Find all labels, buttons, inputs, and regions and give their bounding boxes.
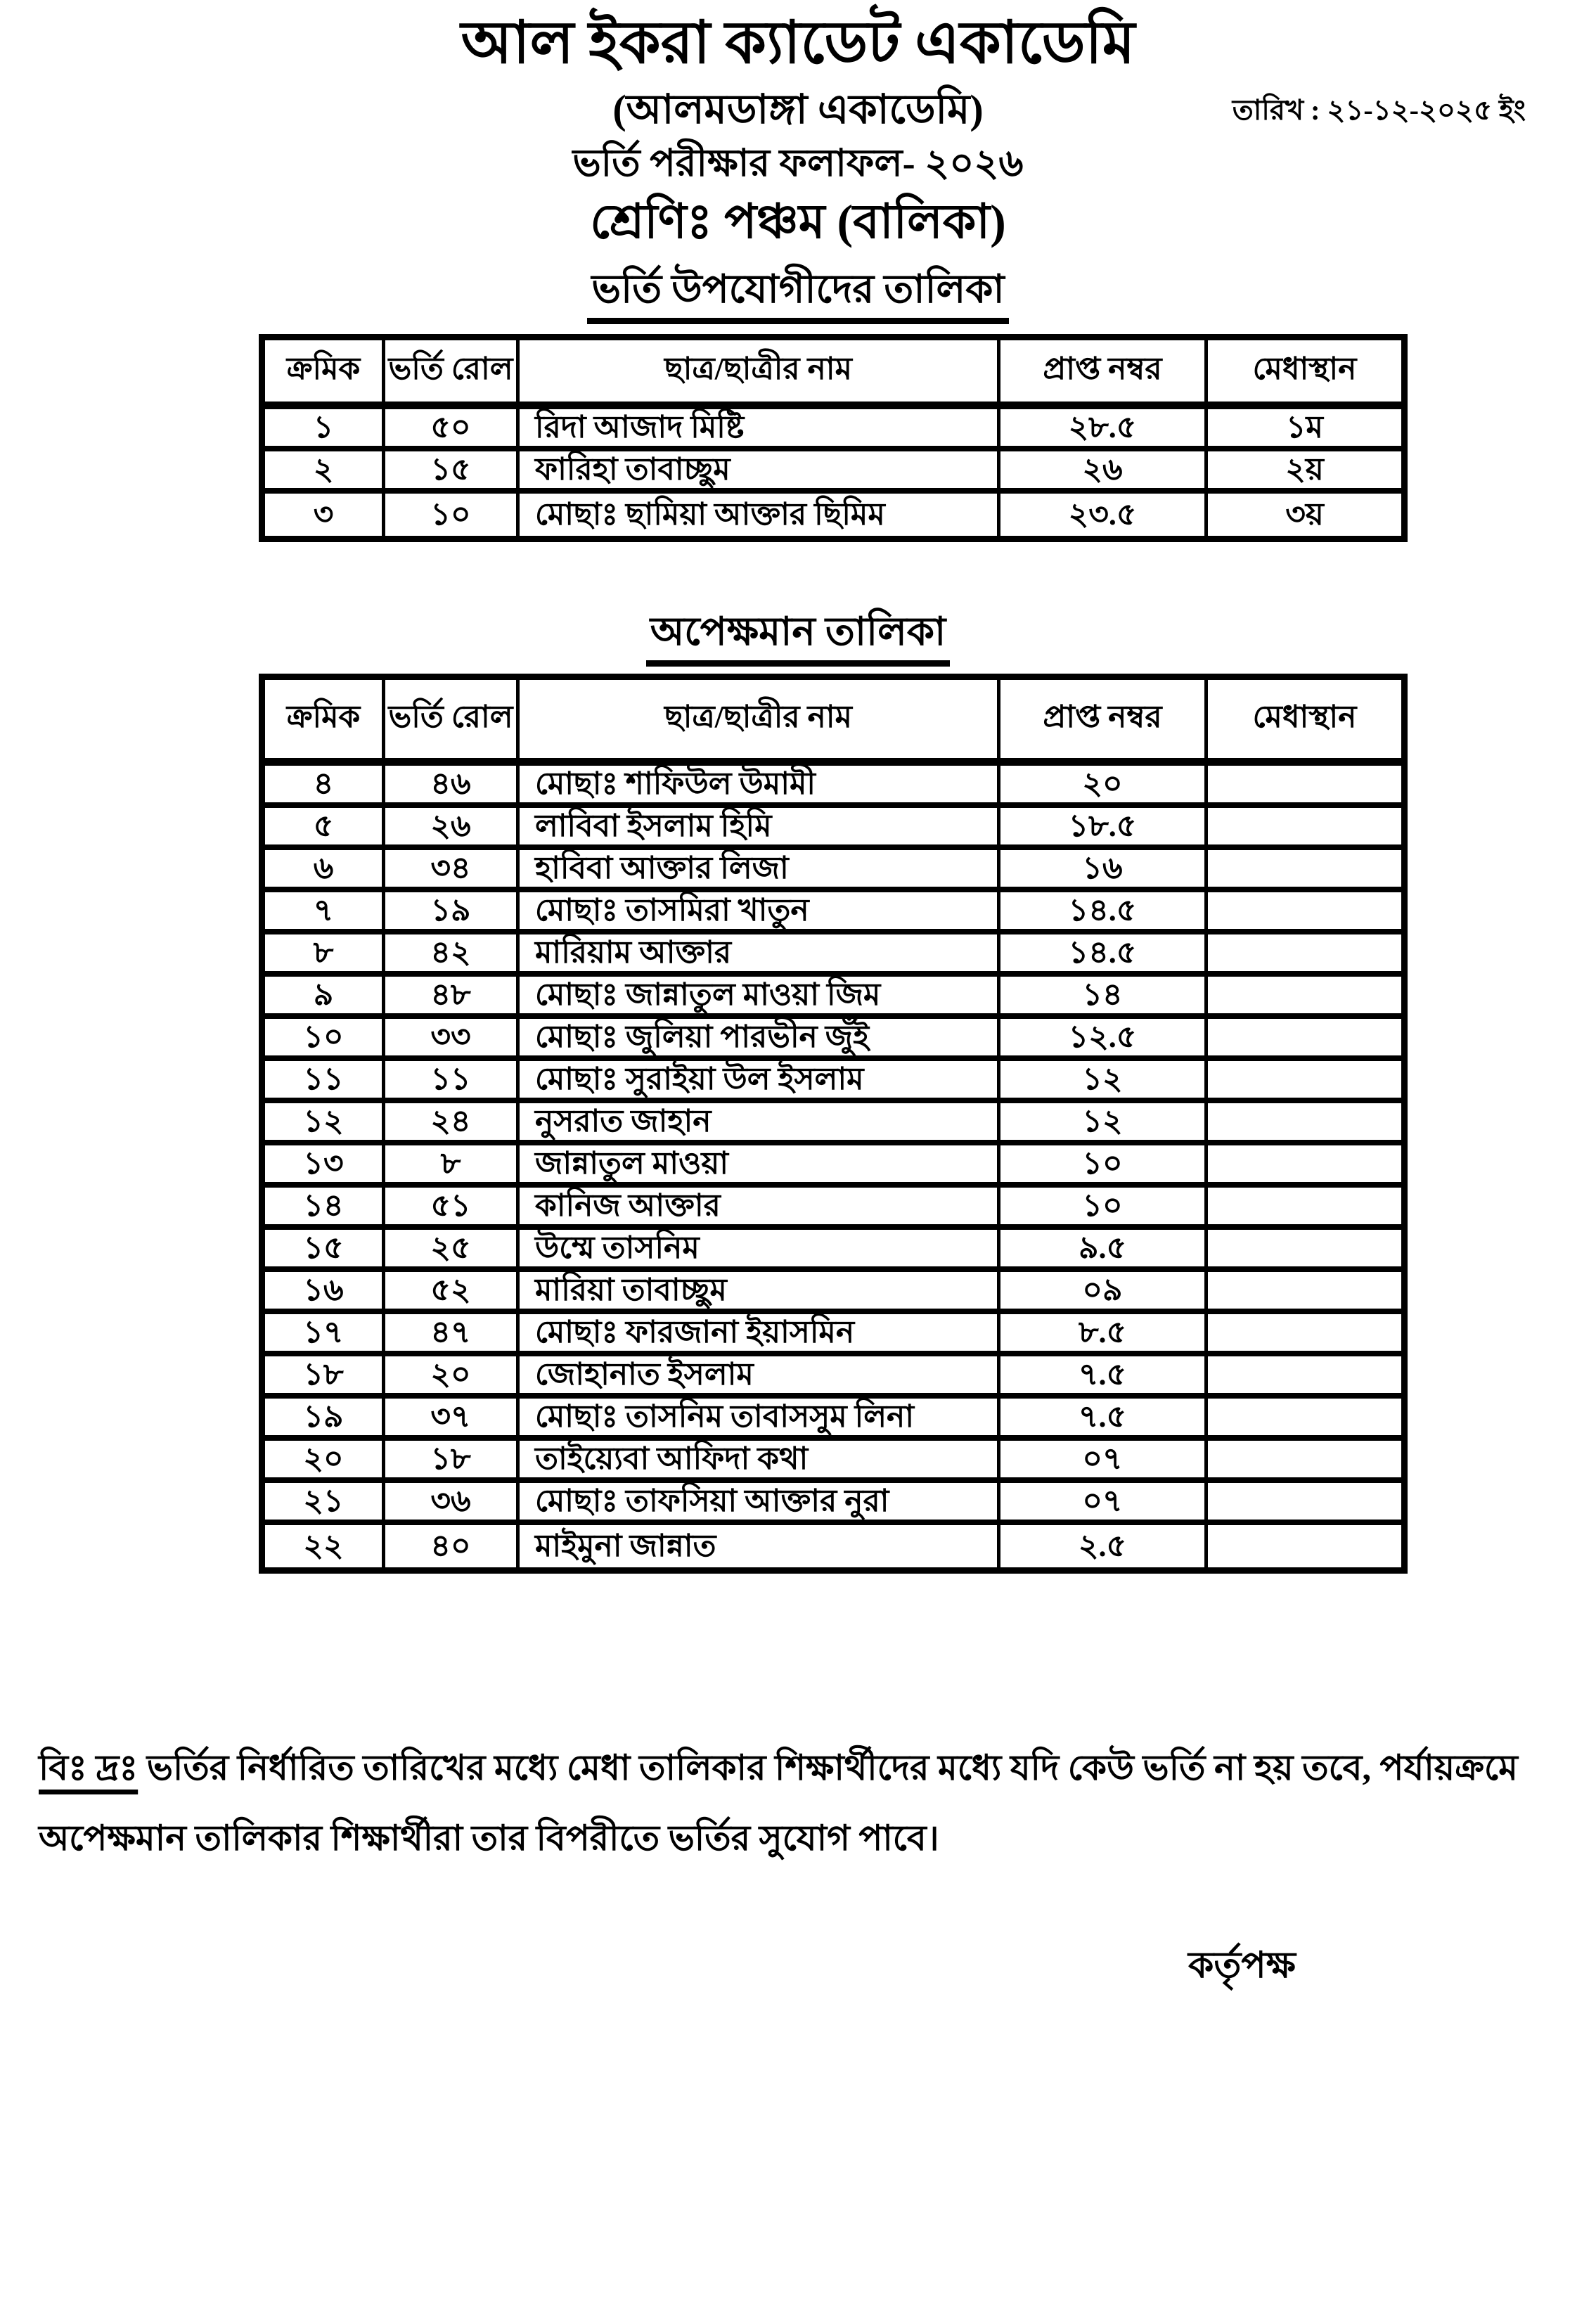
table-cell: মোছাঃ ছামিয়া আক্তার ছিমিম (516, 494, 997, 536)
merit-section-title-wrap (0, 264, 1596, 324)
table-row (265, 1145, 1401, 1188)
column-header: ছাত্র/ছাত্রীর নাম (516, 680, 997, 766)
table-cell: ২য় (1204, 451, 1401, 494)
table-row (265, 1356, 1401, 1399)
table-cell: ১৬ (997, 850, 1204, 892)
table-cell: মারিয়া তাবাচ্ছুম (516, 1272, 997, 1314)
table-row (265, 1272, 1401, 1314)
header-row (265, 340, 1401, 409)
table-cell: ৬ (265, 850, 382, 892)
table-cell: জান্নাতুল মাওয়া (516, 1145, 997, 1188)
table-row (265, 892, 1401, 934)
table-cell: ১ (265, 409, 382, 451)
table-cell: ১২ (997, 1103, 1204, 1145)
note-text: ভর্তির নির্ধারিত তারিখের মধ্যে মেধা তালিকার শিক্ষার্থীদের মধ্যে যদি কেউ ভর্তি না হয় তবে, পর্যায়ক্রমে অপেক্ষমান তালিকার শিক্ষার্থীরা তার বিপরীতে ভর্তির সুযোগ পাবে। (39, 1748, 1518, 1858)
table-cell: ১০ (265, 1019, 382, 1061)
table-cell: ১১ (382, 1061, 516, 1103)
table-cell (1204, 892, 1401, 934)
table-cell: ১৮ (382, 1441, 516, 1483)
table-cell: মোছাঃ জুলিয়া পারভীন জুঁই (516, 1019, 997, 1061)
table-row (265, 1061, 1401, 1103)
waiting-list-title: অপেক্ষমান তালিকা (646, 607, 951, 667)
table-cell: ২৬ (382, 808, 516, 850)
merit-table (259, 334, 1408, 542)
table-row (265, 934, 1401, 977)
table-cell: মোছাঃ তাফসিয়া আক্তার নুরা (516, 1483, 997, 1525)
table-cell: হাবিবা আক্তার লিজা (516, 850, 997, 892)
table-cell: ১৪.৫ (997, 892, 1204, 934)
table-cell: ০৭ (997, 1483, 1204, 1525)
table-cell: ১৯ (265, 1399, 382, 1441)
table-cell: ১২ (265, 1103, 382, 1145)
table-cell: ১১ (265, 1061, 382, 1103)
table-cell (1204, 977, 1401, 1019)
table-cell (1204, 934, 1401, 977)
table-cell: ২৫ (382, 1230, 516, 1272)
table-cell: মোছাঃ তাসমিরা খাতুন (516, 892, 997, 934)
waiting-table (259, 674, 1408, 1574)
table-cell: মোছাঃ শাফিউল উমামী (516, 766, 997, 808)
table-cell: ১২.৫ (997, 1019, 1204, 1061)
table-cell (1204, 1356, 1401, 1399)
table-cell (1204, 1272, 1401, 1314)
table-cell: মোছাঃ সুরাইয়া উল ইসলাম (516, 1061, 997, 1103)
column-header: ভর্তি রোল (382, 680, 516, 766)
table-row (265, 1103, 1401, 1145)
table-cell: ৯.৫ (997, 1230, 1204, 1272)
table-cell: ৪৬ (382, 766, 516, 808)
table-cell (1204, 1525, 1401, 1567)
table-cell: কানিজ আক্তার (516, 1188, 997, 1230)
table-row (265, 808, 1401, 850)
table-cell (1204, 1103, 1401, 1145)
column-header: ছাত্র/ছাত্রীর নাম (516, 340, 997, 409)
table-row (265, 1188, 1401, 1230)
table-cell (1204, 1188, 1401, 1230)
column-header: প্রাপ্ত নম্বর (997, 680, 1204, 766)
table-cell: ১০ (997, 1145, 1204, 1188)
note-prefix: বিঃ দ্রঃ (39, 1748, 139, 1787)
table-row (265, 409, 1401, 451)
table-cell: মোছাঃ ফারজানা ইয়াসমিন (516, 1314, 997, 1356)
table-cell: ৩৬ (382, 1483, 516, 1525)
table-cell: ১৮.৫ (997, 808, 1204, 850)
table-cell: মোছাঃ জান্নাতুল মাওয়া জিম (516, 977, 997, 1019)
academy-title: আল ইকরা ক্যাডেট একাডেমি (461, 11, 1135, 76)
waiting-table-head (265, 680, 1401, 766)
table-cell: ৮.৫ (997, 1314, 1204, 1356)
table-cell: ৩৩ (382, 1019, 516, 1061)
table-cell: ২০ (997, 766, 1204, 808)
table-cell: ৪ (265, 766, 382, 808)
table-cell: ৩য় (1204, 494, 1401, 536)
merit-table-head (265, 340, 1401, 409)
table-cell: ৪২ (382, 934, 516, 977)
table-cell: ০৭ (997, 1441, 1204, 1483)
table-row (265, 494, 1401, 536)
table-cell: ৭.৫ (997, 1356, 1204, 1399)
table-cell (1204, 1019, 1401, 1061)
table-cell: জোহানাত ইসলাম (516, 1356, 997, 1399)
table-cell: ১ম (1204, 409, 1401, 451)
academy-branch-subtitle: (আলমডাঙ্গা একাডেমি) (612, 86, 984, 132)
column-header: মেধাস্থান (1204, 680, 1401, 766)
header-row (265, 680, 1401, 766)
table-cell: ৫০ (382, 409, 516, 451)
column-header: ক্রমিক (265, 680, 382, 766)
table-cell (1204, 1399, 1401, 1441)
table-cell: ৮ (382, 1145, 516, 1188)
table-cell: ২৬ (997, 451, 1204, 494)
table-cell: ২.৫ (997, 1525, 1204, 1567)
table-row (265, 766, 1401, 808)
merit-table-body (265, 409, 1401, 536)
table-cell: ৫ (265, 808, 382, 850)
table-cell (1204, 808, 1401, 850)
table-cell (1204, 1145, 1401, 1188)
table-cell: ১৩ (265, 1145, 382, 1188)
table-cell: লাবিবা ইসলাম হিমি (516, 808, 997, 850)
table-row (265, 1230, 1401, 1272)
table-cell: ৫২ (382, 1272, 516, 1314)
table-cell (1204, 1061, 1401, 1103)
table-cell: নুসরাত জাহান (516, 1103, 997, 1145)
table-cell: ১৫ (265, 1230, 382, 1272)
table-cell: রিদা আজাদ মিষ্টি (516, 409, 997, 451)
table-cell: ১৪ (997, 977, 1204, 1019)
table-cell: ২৮.৫ (997, 409, 1204, 451)
authority-signature: কর্তৃপক্ষ (1188, 1946, 1296, 1986)
table-cell: ২৩.৫ (997, 494, 1204, 536)
table-cell (1204, 766, 1401, 808)
table-cell: ৮ (265, 934, 382, 977)
table-cell: ৩ (313, 496, 334, 532)
table-cell: মাইমুনা জান্নাত (516, 1525, 997, 1567)
table-row (265, 451, 1401, 494)
merit-list-title: ভর্তি উপযোগীদের তালিকা (587, 264, 1008, 324)
exam-result-line: ভর্তি পরীক্ষার ফলাফল- ২০২৬ (572, 142, 1024, 184)
table-cell: ২০ (382, 1356, 516, 1399)
table-row (265, 977, 1401, 1019)
waiting-section-title-wrap (0, 607, 1596, 667)
table-cell (1204, 850, 1401, 892)
table-cell: ১৪ (265, 1188, 382, 1230)
table-row (265, 1441, 1401, 1483)
column-header: ক্রমিক (265, 340, 382, 409)
footer-note (39, 1733, 1568, 1873)
table-cell: ৯ (265, 977, 382, 1019)
class-line: শ্রেণিঃ পঞ্চম (বালিকা) (590, 195, 1006, 248)
table-row (265, 1483, 1401, 1525)
table-cell: ১৫ (382, 451, 516, 494)
table-cell (1204, 1441, 1401, 1483)
date-label: তারিখ : ২১-১২-২০২৫ ইং (1232, 94, 1526, 126)
table-cell: ১৯ (382, 892, 516, 934)
table-cell: ৪৮ (382, 977, 516, 1019)
table-cell: ৪৭ (382, 1314, 516, 1356)
table-cell: ফারিহা তাবাচ্ছুম (516, 451, 997, 494)
table-cell (1204, 1314, 1401, 1356)
table-cell: ৭ (265, 892, 382, 934)
table-cell (1204, 1230, 1401, 1272)
table-row (265, 850, 1401, 892)
table-cell: ০৯ (997, 1272, 1204, 1314)
table-cell: ১৭ (265, 1314, 382, 1356)
table-cell: ১০ (997, 1188, 1204, 1230)
table-cell: ৭.৫ (997, 1399, 1204, 1441)
table-cell: ৩৭ (382, 1399, 516, 1441)
table-cell: ৫১ (382, 1188, 516, 1230)
table-cell: ১৬ (265, 1272, 382, 1314)
column-header: মেধাস্থান (1204, 340, 1401, 409)
table-cell: ১৮ (265, 1356, 382, 1399)
table-cell: ২০ (265, 1441, 382, 1483)
table-cell: ৪০ (382, 1525, 516, 1567)
table-cell: তাইয়্যেবা আফিদা কথা (516, 1441, 997, 1483)
table-cell: উম্মে তাসনিম (516, 1230, 997, 1272)
table-row (265, 1525, 1401, 1567)
table-cell: ১২ (997, 1061, 1204, 1103)
column-header: ভর্তি রোল (382, 340, 516, 409)
table-row (265, 1314, 1401, 1356)
waiting-table-body (265, 766, 1401, 1567)
column-header: প্রাপ্ত নম্বর (997, 340, 1204, 409)
table-row (265, 1399, 1401, 1441)
table-cell: ২২ (303, 1528, 344, 1563)
table-cell: ২ (265, 451, 382, 494)
table-cell: মোছাঃ তাসনিম তাবাসসুম লিনা (516, 1399, 997, 1441)
table-cell: ২১ (265, 1483, 382, 1525)
table-cell: ১০ (382, 494, 516, 536)
table-row (265, 1019, 1401, 1061)
table-cell: ৩৪ (382, 850, 516, 892)
table-cell: ১৪.৫ (997, 934, 1204, 977)
table-cell (1204, 1483, 1401, 1525)
table-cell: ২৪ (382, 1103, 516, 1145)
subtitle-row (0, 82, 1596, 138)
table-cell: মারিয়াম আক্তার (516, 934, 997, 977)
